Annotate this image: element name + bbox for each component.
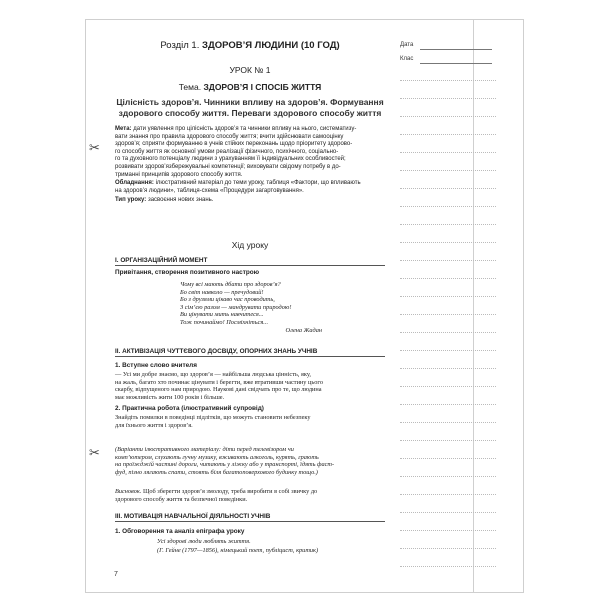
scissors-icon: ✂ [89, 445, 100, 460]
main-content [115, 0, 385, 600]
note-line [400, 224, 496, 225]
note-line [400, 98, 496, 99]
note-line [400, 152, 496, 153]
section-1-rule [115, 265, 385, 266]
section-2-2-title: 2. Практична робота (ілюстративний супровід) [115, 405, 264, 412]
lesson-type: Тип уроку: засвоєння нових знань. [115, 197, 214, 203]
note-line [400, 332, 496, 333]
note-line [400, 512, 496, 513]
page-number: 7 [114, 571, 118, 578]
epigraph-author: (Г. Гейне (1797—1856), німецький поет, публіцист, критик) [157, 547, 319, 554]
note-line [400, 242, 496, 243]
note-line [400, 566, 496, 567]
section-3-rule [115, 521, 385, 522]
note-line [400, 134, 496, 135]
lesson-equipment: Обладнання: ілюстративний матеріал до теми уроку, таблиця «Фактори, що впливають на здоров’я людини», таблиця-схема «Процедури загартовування». [115, 180, 361, 194]
section-title: Розділ 1. ЗДОРОВ’Я ЛЮДИНИ (10 ГОД) [160, 40, 340, 51]
lesson-goal: Мета: дати уявлення про цілісність здоров’я та чинники впливу на нього, систематизу- вати знання про правила здорового способу життя; вчити здійснювати самооцінку здоров’я; сприяти формуванню в учнів стійких переконань щодо пріоритету здорово- го способу життя як основної умови реалізації фізичного, психічного, соціально- го та духовного потенціалу людини з урахуванням її індивідуальних особливостей; розвивати здоров’язбережувальні компетенції; виховувати свідому потребу в до- триманні принципів здорового способу життя. [115, 126, 357, 178]
note-line [400, 80, 496, 81]
section-1-title: І. ОРГАНІЗАЦІЙНИЙ МОМЕНТ [115, 257, 208, 264]
note-line [400, 350, 496, 351]
note-line [400, 296, 496, 297]
section-2-1-title: 1. Вступне слово вчителя [115, 362, 197, 369]
note-line [400, 170, 496, 171]
notes-lines [400, 0, 510, 600]
note-line [400, 278, 496, 279]
note-line [400, 548, 496, 549]
note-line [400, 458, 496, 459]
note-line [400, 530, 496, 531]
note-line [400, 260, 496, 261]
poem: Чому всі мають дбати про здоров’я? Бо світ навколо — пречудовий! Бо з друзями цікаво час проводить, З сім’єю разом — мандрувати природою! Ви цінувати мить навчитеся... Тож починаймо! Посміхніться... Олена Жадан [180, 281, 360, 334]
class-label: Клас [400, 56, 414, 62]
date-label: Дата [400, 42, 414, 48]
note-line [400, 188, 496, 189]
epigraph: Усі здорові люди люблять життя. [157, 538, 251, 545]
poem-author: Олена Жадан [285, 326, 322, 334]
teacher-intro: — Усі ми добре знаємо, що здоров’я — найбільша людська цінність, яку, на жаль, багато хто починає цінувати і берегти, вже втративши частину цього скарбу, відпущеного нам природою. Наукові дані свідчать про те, що людина має можливість жити 100 років і більше. [115, 371, 323, 401]
section-2-title: ІІ. АКТИВІЗАЦІЯ ЧУТТЄВОГО ДОСВІДУ, ОПОРНИХ ЗНАНЬ УЧНІВ [115, 348, 318, 355]
note-line [400, 422, 496, 423]
scissors-icon: ✂ [89, 140, 100, 155]
section-1-subtitle: Привітання, створення позитивного настрою [115, 269, 260, 276]
illustrative-variants: (Варіанти ілюстративного матеріалу: діти перед телевізором чи комп’ютером, слухають гучну музику, вживають алкоголь, курять, грають на проїжджій частині дороги, читають у ліжку або у транспорті, їдять фаст- фуд, пізно лягають спати, стоять біля багатоповерхового будинку тощо.) [115, 446, 335, 476]
lesson-theme: Тема. ЗДОРОВ’Я І СПОСІБ ЖИТТЯ [178, 82, 322, 92]
section-3-title: ІІІ. МОТИВАЦІЯ НАВЧАЛЬНОЇ ДІЯЛЬНОСТІ УЧНІВ [115, 513, 271, 520]
practical-task: Знайдіть помилки в поведінці підлітків, що можуть становити небезпеку для їхнього життя і здоров’я. [115, 414, 311, 429]
note-line [400, 476, 496, 477]
lesson-number: УРОК № 1 [229, 65, 271, 75]
note-line [400, 314, 496, 315]
conclusion: Висновок. Щоб зберегти здоров’я змолоду, треба виробити в собі звичку до здорового способу життя та безпечної поведінки. [115, 488, 318, 503]
note-line [400, 206, 496, 207]
section-2-rule [115, 356, 385, 357]
note-line [400, 368, 496, 369]
lesson-subtitle: Цілісність здоров’я. Чинники впливу на здоров’я. Формування здорового способу життя. Переваги здорового способу життя [116, 97, 384, 118]
section-3-1-title: 1. Обговорення та аналіз епіграфа уроку [115, 528, 245, 535]
note-line [400, 404, 496, 405]
note-line [400, 386, 496, 387]
note-line [400, 116, 496, 117]
note-line [400, 440, 496, 441]
course-heading: Хід уроку [231, 240, 269, 250]
note-line [400, 494, 496, 495]
